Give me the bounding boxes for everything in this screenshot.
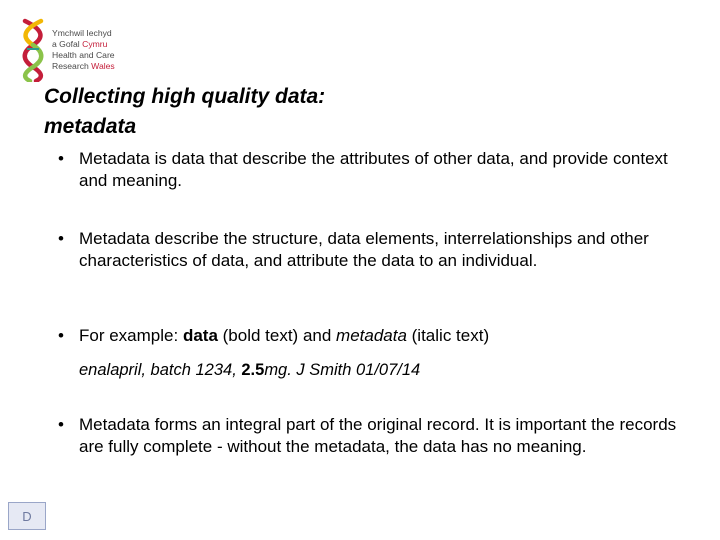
dna-helix-icon (16, 18, 50, 82)
logo-line-4: Research Wales (52, 61, 115, 71)
logo-line-1: Ymchwil Iechyd (52, 28, 112, 38)
title-line-1: Collecting high quality data: (44, 85, 326, 108)
bullet-text: Metadata forms an integral part of the original record. It is important the records are fully complete - without the metadata, the data has no meaning. (79, 415, 677, 456)
bullet-marker: • (58, 326, 64, 345)
logo-text (52, 28, 115, 72)
italic-example-word: metadata (336, 326, 407, 345)
logo-line-3: Health and Care (52, 50, 115, 60)
logo-line-2: a Gofal Cymru (52, 39, 108, 49)
bullet-marker: • (58, 149, 64, 168)
example-record: enalapril, batch 1234, 2.5mg. J Smith 01/07/14 (79, 361, 421, 379)
logo (16, 18, 156, 82)
bullet-text: Metadata describe the structure, data elements, interrelationships and other characteristics of data, and attribute the data to an individual. (79, 229, 649, 270)
bullet-item (58, 414, 699, 458)
title-line-2: metadata (44, 115, 137, 138)
bullet-item (58, 148, 699, 192)
bullet-text: For example: data (bold text) and metadata (italic text) (79, 326, 490, 345)
page-title (44, 82, 325, 142)
bullet-marker: • (58, 229, 64, 248)
slide-badge: D (8, 502, 46, 530)
bullet-marker: • (58, 415, 64, 434)
bullet-item (58, 228, 699, 272)
bold-example-word: data (182, 326, 218, 345)
bullet-text: Metadata is data that describe the attributes of other data, and provide context and meaning. (79, 149, 668, 190)
bullet-item (58, 325, 699, 347)
